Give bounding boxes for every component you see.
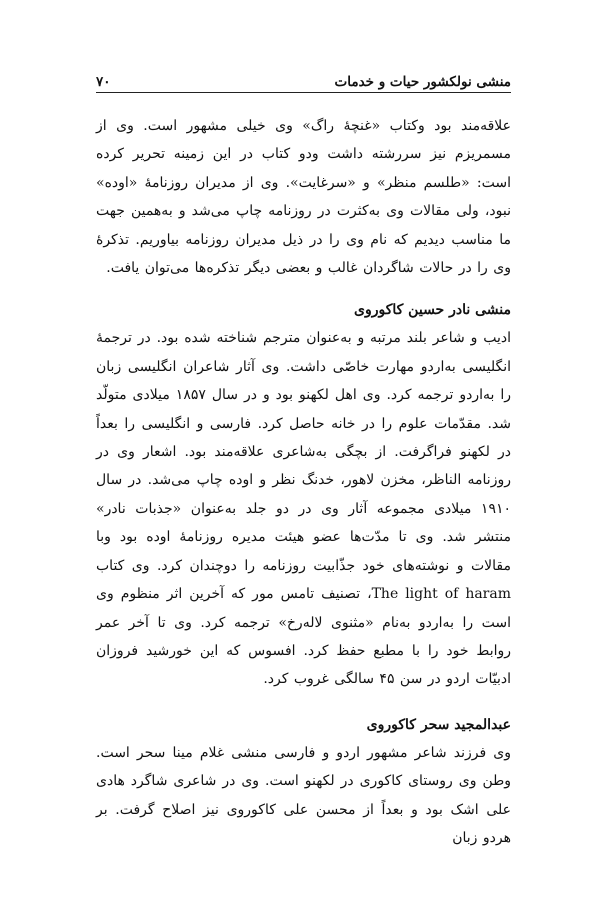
section-heading-nader-hossein: منشی نادر حسین کاکوروی	[354, 302, 511, 319]
paragraph-abdolmajid-sahar: وی فرزند شاعر مشهور اردو و فارسی منشی غلام مینا سحر است. وطن وی روستای کاکوری در لکهنو است. وی در شاعری شاگرد هادی علی اشک بود و بعداً از محسن علی کاکوروی نیز اصلاح گرفت. بر هردو زبان	[96, 744, 511, 846]
section-spacer	[96, 282, 511, 296]
paragraph-nader-hossein: ادیب و شاعر بلند مرتبه و به‌عنوان مترجم شناخته شده بود. در ترجمهٔ انگلیسی به‌اردو مهارت خاصّی داشت. وی آثار شاعران انگلیسی زبان را به‌اردو ترجمه کرد. وی اهل لکهنو بود و در سال ۱۸۵۷ میلادی متولّد شد. مقدّمات علوم را در خانه حاصل کرد. فارسی و انگلیسی را بعداً در لکهنو فراگرفت. از بچگی به‌شاعری علاقه‌مند بود. اشعار وی در روزنامه الناظر، مخزن لاهور، خدنگ نظر و اوده چاپ می‌شد. در سال ۱۹۱۰ میلادی مجموعه آثار وی در دو جلد به‌عنوان «جذبات نادر» منتشر شد. وی تا مدّت‌ها عضو هیئت مدیره روزنامهٔ اوده بود وبا مقالات و نوشته‌های خود جذّابیت روزنامه را دوچندان کرد. وی کتاب The light of haram، تصنیف تامس مور که آخرین اثر منظوم وی است را به‌اردو به‌نام «مثنوی لاله‌رخ» ترجمه کرد. وی تا آخر عمر روابط خود را با مطبع حفظ کرد. افسوس که این خورشید فروزان ادبیّات اردو در سن ۴۵ سالگی غروب کرد.	[96, 330, 512, 688]
page-number: ۷۰	[96, 74, 111, 90]
page-body	[96, 112, 511, 852]
section-heading-abdolmajid-sahar: عبدالمجید سحر کاکوروی	[366, 716, 511, 733]
paragraph-intro: علاقه‌مند بود وکتاب «غنچهٔ راگ» وی خیلی مشهور است. وی از مسمریزم نیز سررشته داشت ودو کتاب در این زمینه تحریر کرده است: «طلسم منظر» و «سرغایت». وی از مدیران روزنامهٔ «اوده» نبود، ولی مقالات وی به‌کثرت در روزنامه چاپ می‌شد و به‌همین جهت ما مناسب دیدیم که نام وی را در ذیل مدیران روزنامه بیاوریم. تذکرهٔ وی را در حالات شاگردان غالب و بعضی دیگر تذکره‌ها می‌توان یافت.	[96, 118, 511, 277]
page-header	[96, 62, 511, 90]
section-spacer	[96, 694, 511, 711]
running-head: منشی نولکشور حیات و خدمات	[334, 74, 511, 90]
header-divider	[96, 92, 511, 93]
